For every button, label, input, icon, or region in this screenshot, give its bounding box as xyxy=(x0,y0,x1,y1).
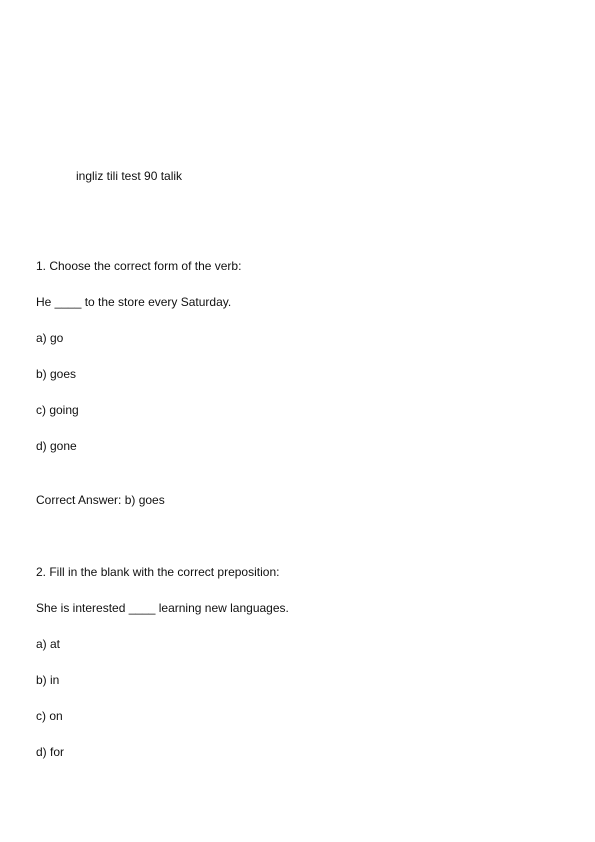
question-2-option-d: d) for xyxy=(36,745,65,759)
question-1-option-c: c) going xyxy=(36,403,79,417)
question-2-option-c: c) on xyxy=(36,709,63,723)
question-1-prompt: 1. Choose the correct form of the verb: xyxy=(36,259,242,273)
question-1-option-a: a) go xyxy=(36,331,64,345)
question-1-answer: Correct Answer: b) goes xyxy=(36,493,165,507)
question-2-prompt: 2. Fill in the blank with the correct preposition: xyxy=(36,565,280,579)
question-1-option-d: d) gone xyxy=(36,439,77,453)
question-2-option-a: a) at xyxy=(36,637,61,651)
question-2-sentence: She is interested ____ learning new languages. xyxy=(36,601,289,615)
document-title: ingliz tili test 90 talik xyxy=(76,169,183,183)
question-1-option-b: b) goes xyxy=(36,367,77,381)
question-1-sentence: He ____ to the store every Saturday. xyxy=(36,295,232,309)
question-2-option-b: b) in xyxy=(36,673,60,687)
